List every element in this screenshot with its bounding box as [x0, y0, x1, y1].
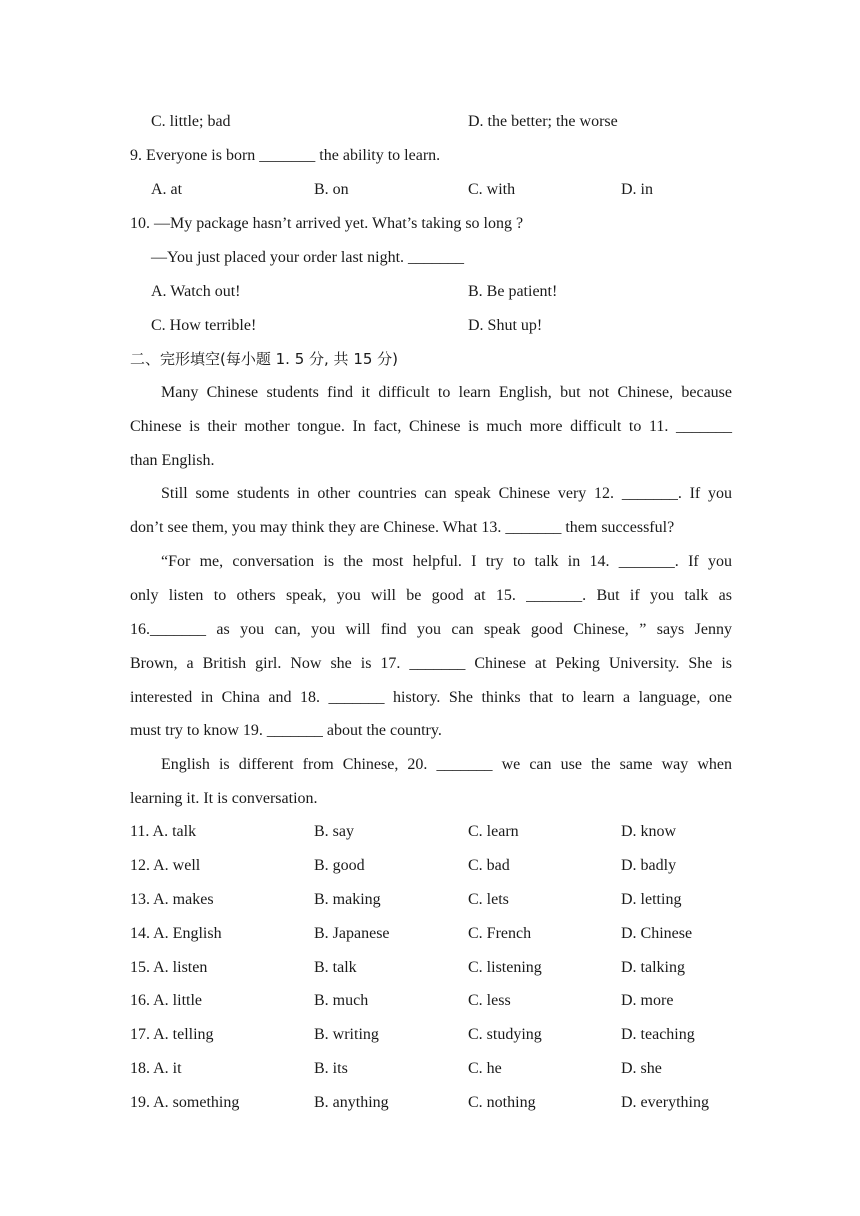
passage-line: than English. — [130, 452, 215, 469]
passage-line: Brown, a British girl. Now she is 17. _______ Chinese at Peking University. She is — [130, 655, 732, 672]
option-b: B. talk — [314, 959, 357, 976]
q9-option-a: A. at — [151, 181, 183, 198]
passage-line: Chinese is their mother tongue. In fact, Chinese is much more difficult to 11. _______ — [130, 418, 732, 435]
q10-stem: 10. —My package hasn’t arrived yet. What’s taking so long ? — [130, 215, 524, 232]
option-a: 12. A. well — [130, 857, 201, 874]
option-d: D. teaching — [621, 1026, 695, 1043]
passage-line: Many Chinese students find it difficult to learn English, but not Chinese, because — [161, 384, 732, 401]
q9-stem: 9. Everyone is born _______ the ability to learn. — [130, 147, 441, 164]
option-d: D. she — [621, 1060, 662, 1077]
passage-line: 16._______ as you can, you will find you can speak good Chinese, ” says Jenny — [130, 621, 732, 638]
passage-line: Still some students in other countries can speak Chinese very 12. _______. If you — [161, 485, 732, 502]
option-b: B. say — [314, 823, 354, 840]
option-a: 16. A. little — [130, 992, 202, 1009]
option-a: 18. A. it — [130, 1060, 182, 1077]
option-b: B. anything — [314, 1094, 389, 1111]
q9-option-b: B. on — [314, 181, 349, 198]
option-c: C. bad — [468, 857, 510, 874]
option-b: B. writing — [314, 1026, 379, 1043]
option-d: D. letting — [621, 891, 682, 908]
passage-line: interested in China and 18. _______ history. She thinks that to learn a language, one — [130, 689, 732, 706]
q10-reply: —You just placed your order last night. _______ — [151, 249, 465, 266]
option-a: 19. A. something — [130, 1094, 240, 1111]
option-d: D. talking — [621, 959, 685, 976]
q10-option-d: D. Shut up! — [468, 317, 543, 334]
option-b: B. Japanese — [314, 925, 390, 942]
option-d: D. badly — [621, 857, 677, 874]
option-a: 14. A. English — [130, 925, 222, 942]
q9-option-d: D. in — [621, 181, 653, 198]
option-d: D. more — [621, 992, 674, 1009]
q9-option-c: C. with — [468, 181, 516, 198]
q10-option-b: B. Be patient! — [468, 283, 558, 300]
option-a: 17. A. telling — [130, 1026, 214, 1043]
option-b: B. its — [314, 1060, 348, 1077]
option-a: 11. A. talk — [130, 823, 197, 840]
option-b: B. much — [314, 992, 369, 1009]
option-a: 15. A. listen — [130, 959, 208, 976]
q10-option-c: C. How terrible! — [151, 317, 257, 334]
option-c: C. he — [468, 1060, 502, 1077]
option-c: C. nothing — [468, 1094, 536, 1111]
option-b: B. making — [314, 891, 381, 908]
q10-option-a: A. Watch out! — [151, 283, 241, 300]
option-a: 13. A. makes — [130, 891, 214, 908]
passage-line: must try to know 19. _______ about the country. — [130, 722, 442, 739]
passage-line: don’t see them, you may think they are Chinese. What 13. _______ them successful? — [130, 519, 675, 536]
section-heading: 二、完形填空(每小题 1. 5 分, 共 15 分) — [130, 350, 399, 368]
passage-line: only listen to others speak, you will be good at 15. _______. But if you talk as — [130, 587, 732, 604]
q8-option-c: C. little; bad — [151, 113, 231, 130]
passage-line: English is different from Chinese, 20. _______ we can use the same way when — [161, 756, 732, 773]
option-c: C. listening — [468, 959, 542, 976]
option-b: B. good — [314, 857, 365, 874]
option-c: C. studying — [468, 1026, 542, 1043]
option-d: D. everything — [621, 1094, 709, 1111]
passage-line: learning it. It is conversation. — [130, 790, 318, 807]
option-c: C. French — [468, 925, 532, 942]
option-c: C. lets — [468, 891, 509, 908]
q8-option-d: D. the better; the worse — [468, 113, 618, 130]
option-d: D. know — [621, 823, 677, 840]
passage-line: “For me, conversation is the most helpful. I try to talk in 14. _______. If you — [161, 553, 732, 570]
option-c: C. learn — [468, 823, 519, 840]
option-d: D. Chinese — [621, 925, 693, 942]
option-c: C. less — [468, 992, 511, 1009]
